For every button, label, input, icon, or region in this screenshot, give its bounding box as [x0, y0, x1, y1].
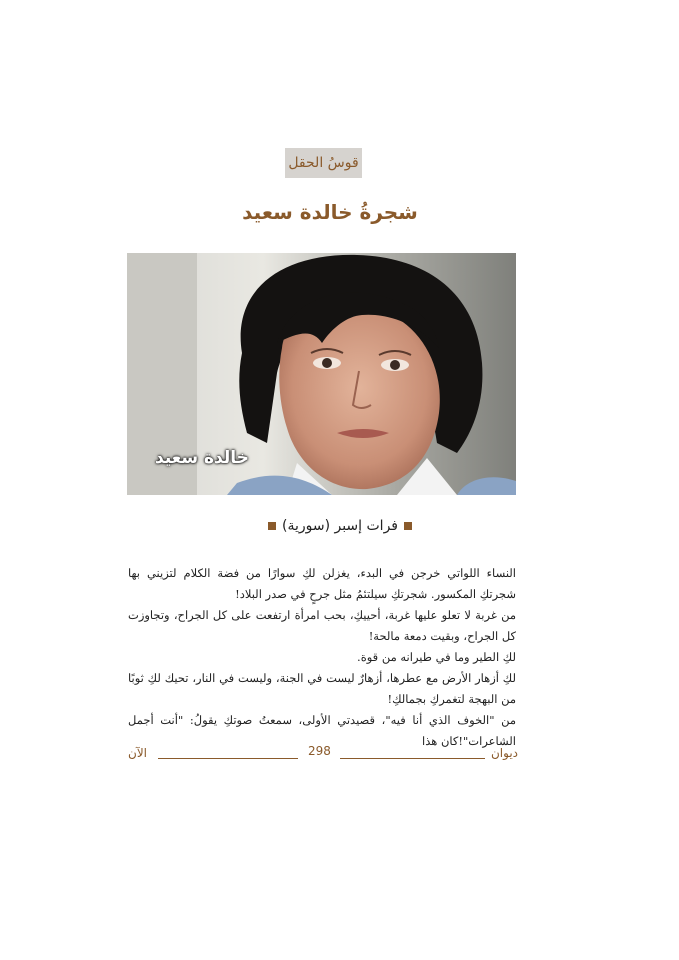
footer-rule	[340, 758, 485, 759]
section-label: قوسُ الحقل	[285, 148, 362, 178]
paragraph: لكِ أزهار الأرض مع عطرها، أزهارٌ ليست في الجنة، وليست في النار، تحيك لكِ ثوبًا من البهجة لتغمركِ بجمالكِ!	[128, 671, 516, 706]
article-title: شجرةُ خالدة سعيد	[242, 200, 418, 224]
footer-left-label: ديوان	[490, 746, 518, 760]
paragraph: من "الخوف الذي أنا فيه"، قصيدتي الأولى، سمعتُ صوتكِ يقولُ: "أنت أجمل الشاعرات"!كان هذا	[128, 713, 516, 748]
paragraph: لكِ الطير وما في طيرانه من قوة.	[357, 650, 516, 664]
footer-right-label: الآن	[128, 746, 147, 760]
author-line	[200, 518, 480, 534]
page-footer	[128, 744, 518, 764]
footer-rule	[158, 758, 298, 759]
author-name: فرات إسبر (سورية)	[281, 518, 398, 534]
photo-caption: خالدة سعيد	[155, 448, 249, 468]
article-body	[128, 563, 516, 752]
paragraph: النساء اللواتي خرجن في البدء، يغزلن لكِ سوارًا من فضة الكلام لتزيني بها شجرتكِ المكسور. شجرتكِ سيلتئمُ مثل جرحٍ في صدر البلاد!	[128, 566, 516, 601]
bullet-square-icon	[268, 522, 276, 530]
paragraph: من غربة لا تعلو عليها غربة، أحييكِ، بحب امرأة ارتفعت على كل الجراح، وتجاوزت كل الجراح، وبقيت دمعة مالحة!	[128, 608, 516, 643]
page-number: 298	[308, 744, 331, 758]
bullet-square-icon	[404, 522, 412, 530]
